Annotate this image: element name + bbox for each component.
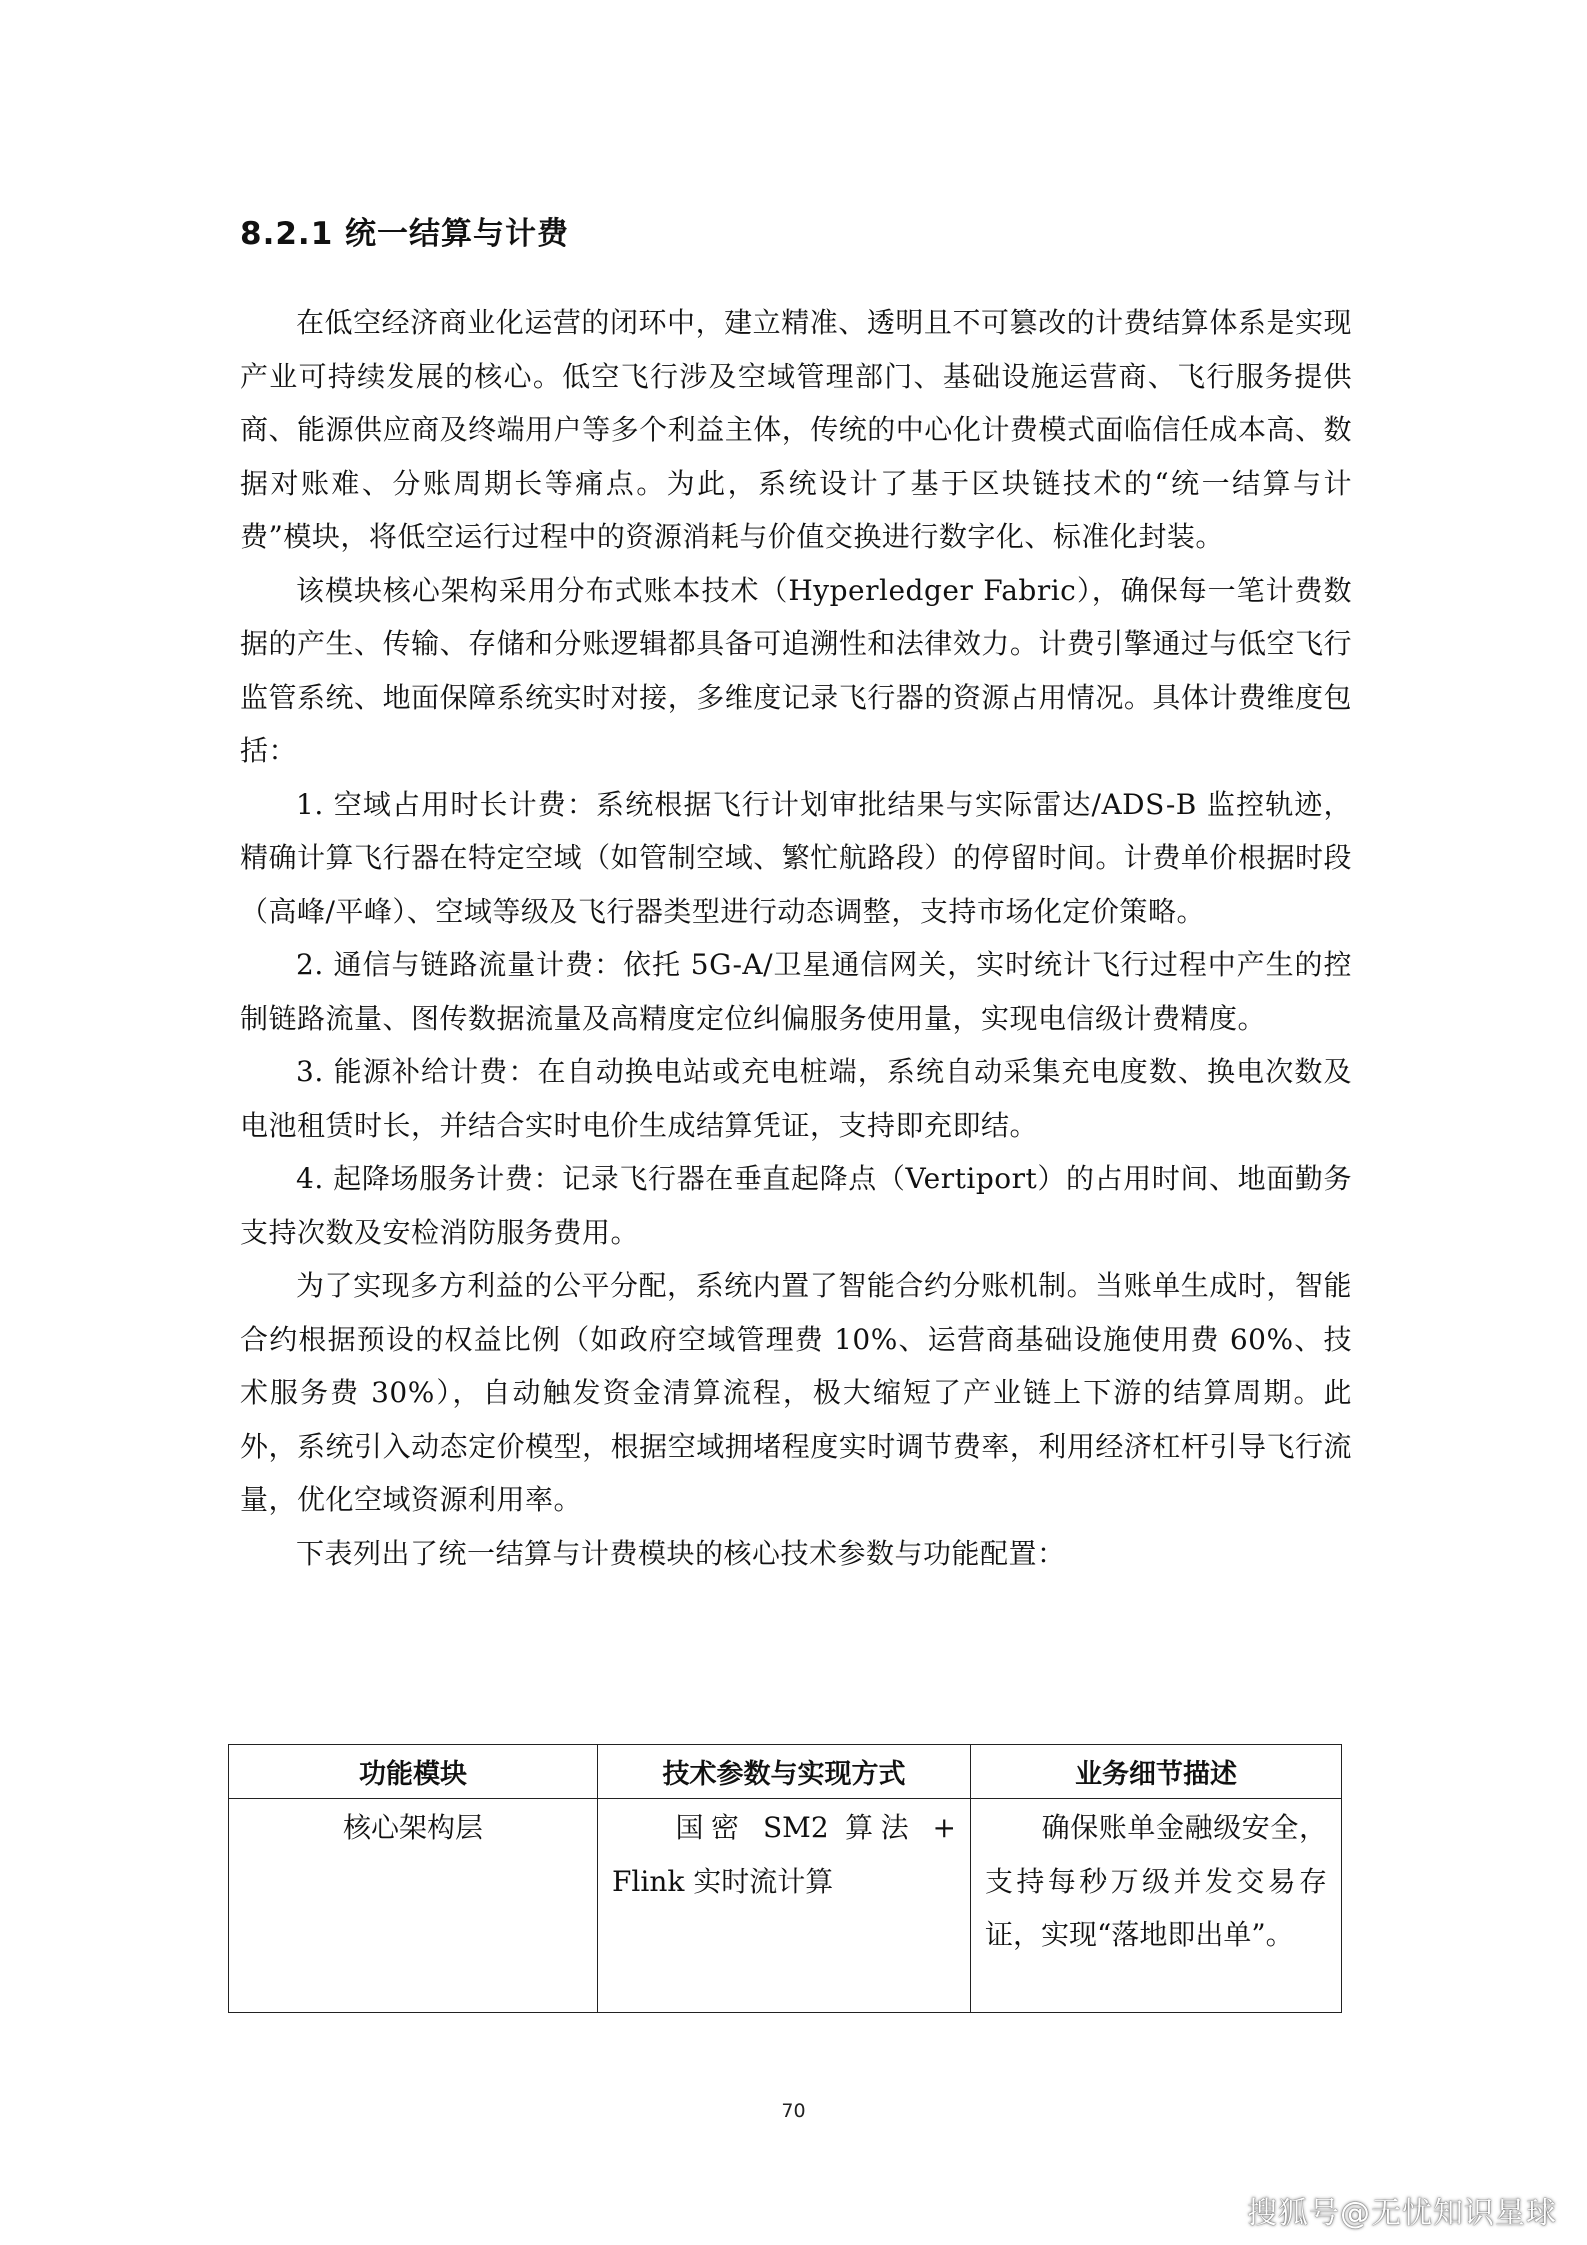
table-cell-detail	[971, 1799, 1342, 2013]
section-heading: 8.2.1 统一结算与计费	[240, 216, 570, 252]
cell-tech-text: 国密 SM2 算法 + Flink 实时流计算	[612, 1811, 956, 1898]
paragraph-settlement: 为了实现多方利益的公平分配，系统内置了智能合约分账机制。当账单生成时，智能合约根据预设的权益比例（如政府空域管理费 10%、运营商基础设施使用费 60%、技术服务费 30%），自动触发资金清算流程，极大缩短了产业链上下游的结算周期。此外，系统引入动态定价模型，根据空域拥堵程度实时调节费率，利用经济杠杆引导飞行流量，优化空域资源利用率。	[240, 1269, 1352, 1516]
spec-table	[228, 1744, 1342, 2013]
paragraph-intro: 在低空经济商业化运营的闭环中，建立精准、透明且不可篡改的计费结算体系是实现产业可持续发展的核心。低空飞行涉及空域管理部门、基础设施运营商、飞行服务提供商、能源供应商及终端用户等多个利益主体，传统的中心化计费模式面临信任成本高、数据对账难、分账周期长等痛点。为此，系统设计了基于区块链技术的“统一结算与计费”模块，将低空运行过程中的资源消耗与价值交换进行数字化、标准化封装。	[240, 306, 1352, 553]
table-header-module: 功能模块	[229, 1745, 598, 1799]
page-number: 70	[781, 2100, 806, 2122]
paragraph-architecture: 该模块核心架构采用分布式账本技术（Hyperledger Fabric），确保每一笔计费数据的产生、传输、存储和分账逻辑都具备可追溯性和法律效力。计费引擎通过与低空飞行监管系统、地面保障系统实时对接，多维度记录飞行器的资源占用情况。具体计费维度包括：	[240, 573, 1352, 767]
paragraph-item-1: 1. 空域占用时长计费：系统根据飞行计划审批结果与实际雷达/ADS-B 监控轨迹，精确计算飞行器在特定空域（如管制空域、繁忙航路段）的停留时间。计费单价根据时段（高峰/平峰）、空域等级及飞行器类型进行动态调整，支持市场化定价策略。	[240, 787, 1352, 928]
cell-detail-text: 确保账单金融级安全，支持每秒万级并发交易存证，实现“落地即出单”。	[985, 1811, 1327, 1951]
table-cell-module	[229, 1799, 598, 2013]
cell-module-text: 核心架构层	[342, 1811, 483, 1844]
table-row	[229, 1799, 1342, 2013]
table-header-row	[229, 1745, 1342, 1799]
paragraph-item-2: 2. 通信与链路流量计费：依托 5G-A/卫星通信网关，实时统计飞行过程中产生的控制链路流量、图传数据流量及高精度定位纠偏服务使用量，实现电信级计费精度。	[240, 948, 1352, 1035]
watermark: 搜狐号@无忧知识星球	[1247, 2196, 1557, 2231]
paragraph-item-3: 3. 能源补给计费：在自动换电站或充电桩端，系统自动采集充电度数、换电次数及电池租赁时长，并结合实时电价生成结算凭证，支持即充即结。	[240, 1055, 1352, 1142]
table-header-tech: 技术参数与实现方式	[598, 1745, 971, 1799]
paragraph-item-4: 4. 起降场服务计费：记录飞行器在垂直起降点（Vertiport）的占用时间、地面勤务支持次数及安检消防服务费用。	[240, 1162, 1352, 1249]
body-text	[240, 296, 1352, 1580]
table-header-detail: 业务细节描述	[971, 1745, 1342, 1799]
table-cell-tech	[598, 1799, 971, 2013]
paragraph-table-intro: 下表列出了统一结算与计费模块的核心技术参数与功能配置：	[296, 1536, 1066, 1570]
